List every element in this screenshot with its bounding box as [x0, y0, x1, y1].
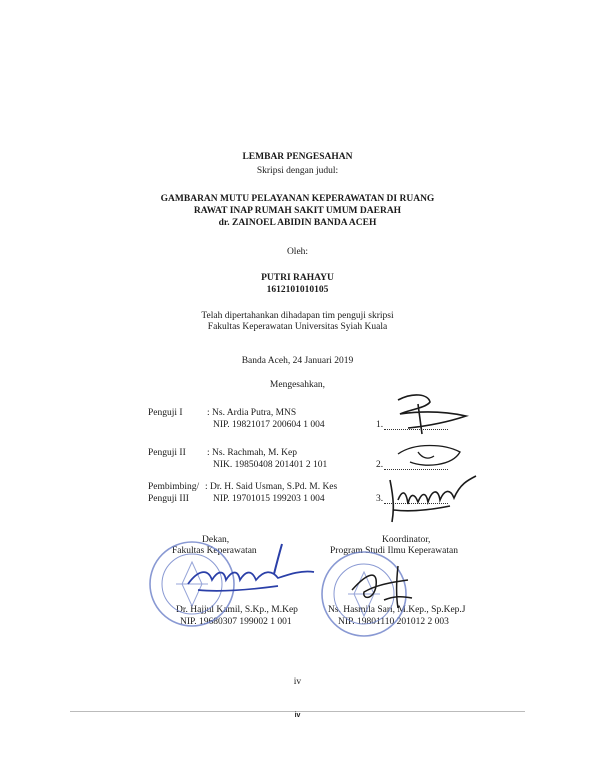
coordinator-unit: Program Studi Ilmu Keperawatan	[330, 546, 458, 556]
defended-line-1: Telah dipertahankan dihadapan tim penguji skripsi	[201, 311, 394, 321]
examiner-1-number: 1.	[376, 420, 384, 430]
dean-name: Dr. Hajjul Kamil, S.Kp., M.Kep	[176, 605, 298, 615]
author-name: PUTRI RAHAYU	[261, 273, 334, 283]
page-title: LEMBAR PENGESAHAN	[242, 152, 353, 162]
examiner-3-signature	[380, 470, 490, 530]
coordinator-name: Ns. Hasmila Sari, M.Kep., Sp.Kep.J	[328, 605, 466, 615]
by-label: Oleh:	[286, 247, 309, 257]
examiner-3-number: 3.	[376, 494, 384, 504]
examiner-2-signature	[390, 438, 470, 472]
footer-page-number: iv	[294, 712, 301, 719]
examiner-1-role: Penguji I	[148, 408, 183, 418]
approved-label: Mengesahkan,	[269, 380, 326, 390]
dean-id: NIP. 19680307 199002 1 001	[180, 617, 292, 627]
author-nim: 1612101010105	[266, 285, 329, 295]
coordinator-id: NIP. 19801110 201012 2 003	[338, 617, 449, 627]
coordinator-signature	[338, 556, 428, 616]
thesis-title-line-2: RAWAT INAP RUMAH SAKIT UMUM DAERAH	[193, 206, 402, 216]
dean-title: Dekan,	[202, 535, 230, 545]
examiner-2-number: 2.	[376, 460, 384, 470]
examiner-1-name: : Ns. Ardia Putra, MNS	[207, 408, 297, 418]
place-date: Banda Aceh, 24 Januari 2019	[241, 356, 354, 366]
thesis-title-line-1: GAMBARAN MUTU PELAYANAN KEPERAWATAN DI RUANG	[160, 194, 435, 204]
defended-line-2: Fakultas Keperawatan Universitas Syiah Kuala	[207, 322, 388, 332]
intro-text: Skripsi dengan judul:	[256, 166, 339, 176]
dean-unit: Fakultas Keperawatan	[172, 546, 257, 556]
page-number: iv	[293, 677, 302, 687]
examiner-2-name: : Ns. Rachmah, M. Kep	[207, 448, 297, 458]
examiner-3-id: NIP. 19701015 199203 1 004	[213, 494, 325, 504]
examiner-3-role-cont: Penguji III	[148, 494, 189, 504]
examiner-1-id: NIP. 19821017 200604 1 004	[213, 420, 325, 430]
examiner-2-id: NIK. 19850408 201401 2 101	[213, 460, 328, 470]
thesis-title-line-3: dr. ZAINOEL ABIDIN BANDA ACEH	[218, 218, 377, 228]
coordinator-title: Koordinator,	[382, 535, 431, 545]
examiner-2-role: Penguji II	[148, 448, 186, 458]
dean-signature	[178, 540, 328, 600]
examiner-3-role: Pembimbing/	[148, 482, 200, 492]
examiner-3-name: : Dr. H. Said Usman, S.Pd. M. Kes	[205, 482, 338, 492]
examiner-1-signature	[378, 392, 478, 442]
